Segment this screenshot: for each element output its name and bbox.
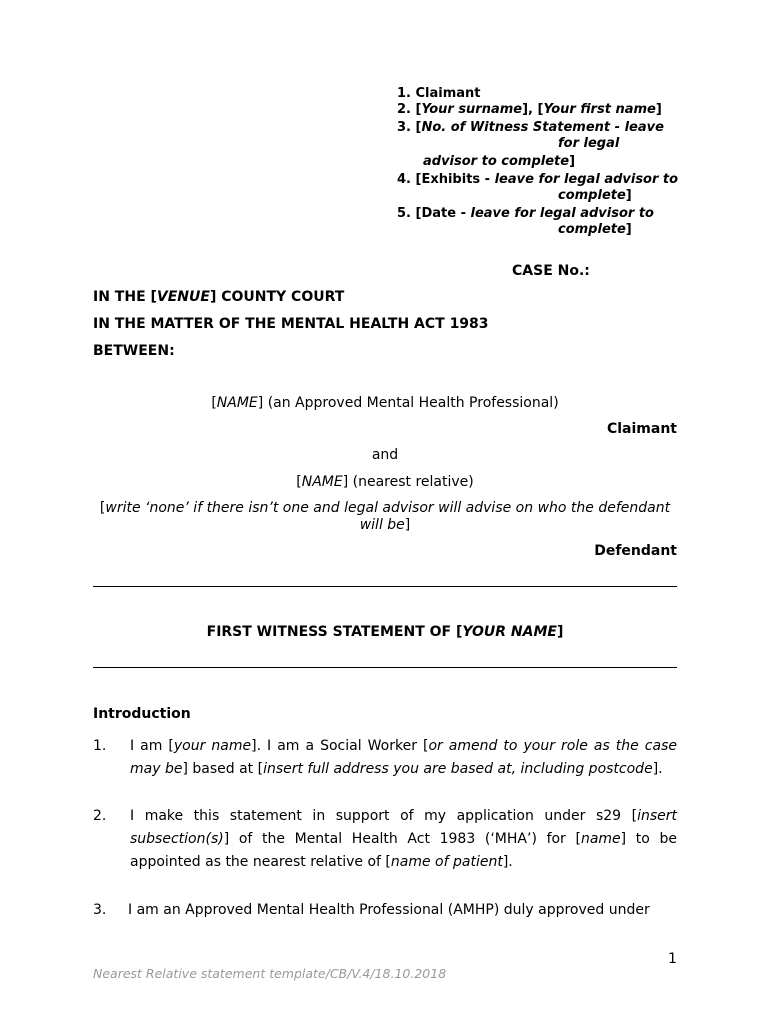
paragraph-number: 3. xyxy=(93,902,107,918)
matter-line: IN THE MATTER OF THE MENTAL HEALTH ACT 1983 xyxy=(93,316,489,332)
header-exhibits: 4. [Exhibits - leave for legal advisor to xyxy=(397,172,679,187)
paragraph-2 xyxy=(93,805,677,874)
paragraph-3 xyxy=(93,899,677,922)
paragraph-number: 2. xyxy=(93,808,107,824)
header-exhibits-cont: complete] xyxy=(558,188,632,203)
title-top-rule xyxy=(93,586,677,587)
defendant-line: [NAME] (nearest relative) xyxy=(296,474,474,490)
header-date: 5. [Date - leave for legal advisor to xyxy=(397,206,654,221)
and-line: and xyxy=(371,447,399,463)
header-claimant: 1. Claimant xyxy=(397,86,481,101)
introduction-heading: Introduction xyxy=(93,706,191,722)
paragraph-number: 1. xyxy=(93,738,107,754)
defendant-note: [write ‘none’ if there isn’t one and legal advisor will advise on who the defendant will be] xyxy=(99,500,671,533)
claimant-line: [NAME] (an Approved Mental Health Professional) xyxy=(211,395,559,411)
claimant-label: Claimant xyxy=(606,421,677,437)
paragraph-text: I am [your name]. I am a Social Worker [or amend to your role as the case may be] based at [insert full address you are based at, including postcode]. xyxy=(130,738,677,777)
document-header-list xyxy=(397,86,687,238)
defendant-label: Defendant xyxy=(594,543,677,559)
header-statement-no-cont2: advisor to complete] xyxy=(423,154,576,169)
header-statement-no: 3. [No. of Witness Statement - leave xyxy=(397,120,664,135)
statement-title: FIRST WITNESS STATEMENT OF [YOUR NAME] xyxy=(206,624,564,640)
header-statement-no-cont: for legal xyxy=(558,136,620,151)
header-date-cont: complete] xyxy=(558,222,632,237)
footer-text: Nearest Relative statement template/CB/V.4/18.10.2018 xyxy=(93,966,447,981)
page-number: 1 xyxy=(668,951,677,967)
paragraph-1 xyxy=(93,735,677,781)
title-bottom-rule xyxy=(93,667,677,668)
court-line: IN THE [VENUE] COUNTY COURT xyxy=(93,289,345,305)
between-line: BETWEEN: xyxy=(93,343,175,359)
header-name: 2. [Your surname], [Your first name] xyxy=(397,102,662,117)
paragraph-text: I make this statement in support of my application under s29 [insert subsection(s)] of the Mental Health Act 1983 (‘MHA’) for [name] to be appointed as the nearest relative of [name of patient]. xyxy=(130,808,677,870)
paragraph-text: I am an Approved Mental Health Professional (AMHP) duly approved under xyxy=(128,902,650,918)
case-number: CASE No.: xyxy=(512,263,590,279)
